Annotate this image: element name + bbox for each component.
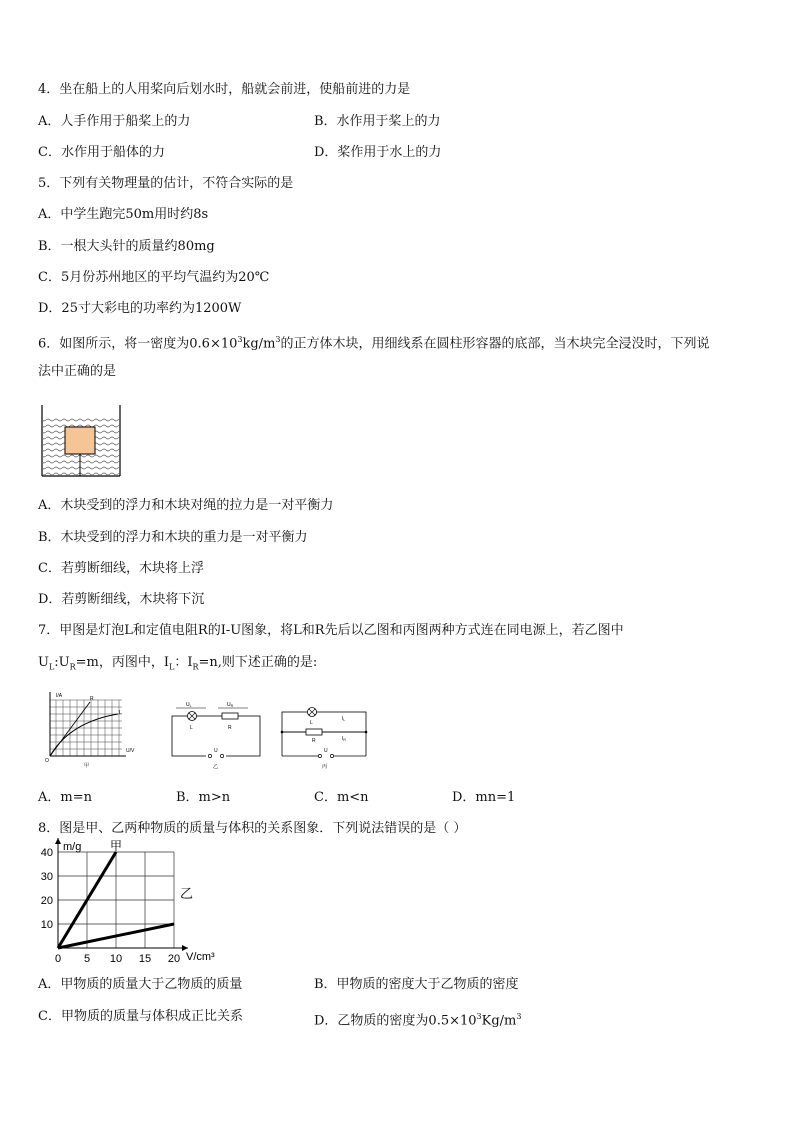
q7-stem-line2: $U_L:U_R=m$，丙图中，$I_L$：$I_R=n$,则下述正确的是: [38, 655, 318, 672]
series-label-jia: 甲 [110, 839, 123, 853]
label-r: R [90, 696, 94, 702]
q4-option-b: B．水作用于桨上的力 [314, 114, 441, 129]
wooden-block [65, 427, 95, 454]
y-tick-label: 40 [40, 847, 53, 859]
q7-option-d: D．mn=1 [452, 790, 516, 805]
q7-option-a: A．m=n [38, 790, 92, 805]
q6-option-b: B．木块受到的浮力和木块的重力是一对平衡力 [38, 530, 308, 545]
q5-option-d: D．25寸大彩电的功率约为1200W [38, 301, 242, 316]
origin: O [45, 758, 49, 764]
x-tick-label: 20 [167, 953, 181, 965]
svg-text:R: R [312, 738, 316, 744]
svg-text:U: U [324, 748, 328, 754]
ylabel: I/A [56, 693, 63, 699]
q7-option-c: C．m<n [314, 790, 369, 805]
svg-text:IR: $I_R$ [342, 736, 346, 742]
y-axis-label: m/g [63, 841, 82, 853]
q6-option-a: A．木块受到的浮力和木块对绳的拉力是一对平衡力 [38, 498, 334, 513]
q8-option-b: B．甲物质的密度大于乙物质的密度 [314, 977, 519, 992]
series-label-yi: 乙 [180, 886, 194, 901]
x-tick-label: 0 [54, 953, 62, 965]
q8-option-a: A．甲物质的质量大于乙物质的质量 [38, 977, 243, 992]
q6-container-figure [38, 405, 124, 480]
y-tick-label: 30 [40, 871, 53, 883]
q8-mass-volume-chart [30, 839, 215, 972]
y-axis-arrow [55, 838, 61, 844]
svg-text:IL: $I_L$ [342, 716, 346, 722]
q4-option-c: C．水作用于船体的力 [38, 145, 165, 160]
x-tick-label: 5 [83, 953, 91, 965]
q5-option-c: C．5月份苏州地区的平均气温约为20℃ [38, 270, 270, 285]
q6-option-c: C．若剪断细线，木块将上浮 [38, 561, 204, 576]
resistor-icon [222, 713, 238, 719]
caption-jia: 甲 [84, 763, 90, 769]
svg-text:U: U [214, 748, 218, 754]
y-tick-label: 10 [40, 919, 53, 931]
q7-series-circuit [166, 700, 266, 772]
q6-stem-line2: 法中正确的是 [38, 364, 117, 379]
resistor-icon [306, 729, 322, 735]
q7-parallel-circuit [276, 700, 376, 772]
q8-option-d: D．乙物质的密度为$0.5\times 10^3Kg/m^3$ [314, 1012, 522, 1029]
q5-stem: 5．下列有关物理量的估计，不符合实际的是 [38, 176, 294, 191]
svg-text:L: L [190, 725, 193, 731]
q7-stem-line1: 7．甲图是灯泡L和定值电阻R的I-U图象，将L和R先后以乙图和丙图两种方式连在同电源上，若乙图中 [38, 623, 624, 638]
svg-text:UL: $U_L$ [186, 702, 192, 708]
q6-stem-line1: 6．如图所示，将一密度为$0.6\times 10^3kg/m^3$的正方体木块，用细线系在圆柱形容器的底部，当木块完全浸没时，下列说 [38, 335, 710, 352]
q8-stem: 8．图是甲、乙两种物质的质量与体积的关系图象．下列说法错误的是（ ） [38, 821, 467, 836]
svg-text:乙: 乙 [213, 764, 219, 770]
x-axis-label: V/cm³ [186, 951, 215, 963]
q7-option-b: B．m>n [176, 790, 231, 805]
q5-option-a: A．中学生跑完50m用时约8s [38, 207, 209, 222]
q6-option-d: D．若剪断细线，木块将下沉 [38, 592, 205, 607]
q5-option-b: B．一根大头针的质量约80mg [38, 239, 215, 254]
svg-text:R: R [228, 725, 232, 731]
q4-stem: 4．坐在船上的人用桨向后划水时，船就会前进，使船前进的力是 [38, 82, 411, 97]
svg-text:丙: 丙 [322, 764, 328, 770]
q4-option-d: D．桨作用于水上的力 [314, 145, 442, 160]
q7-iu-graph [42, 688, 150, 770]
label-l: L [119, 710, 122, 716]
xlabel: U/V [126, 748, 135, 754]
svg-text:L: L [310, 720, 313, 726]
y-tick-label: 20 [40, 895, 53, 907]
x-tick-label: 10 [109, 953, 123, 965]
q8-option-c: C．甲物质的质量与体积成正比关系 [38, 1009, 243, 1024]
q4-option-a: A．人手作用于船桨上的力 [38, 114, 191, 129]
svg-text:UR: $U_R$ [227, 702, 234, 708]
x-tick-label: 15 [138, 953, 152, 965]
